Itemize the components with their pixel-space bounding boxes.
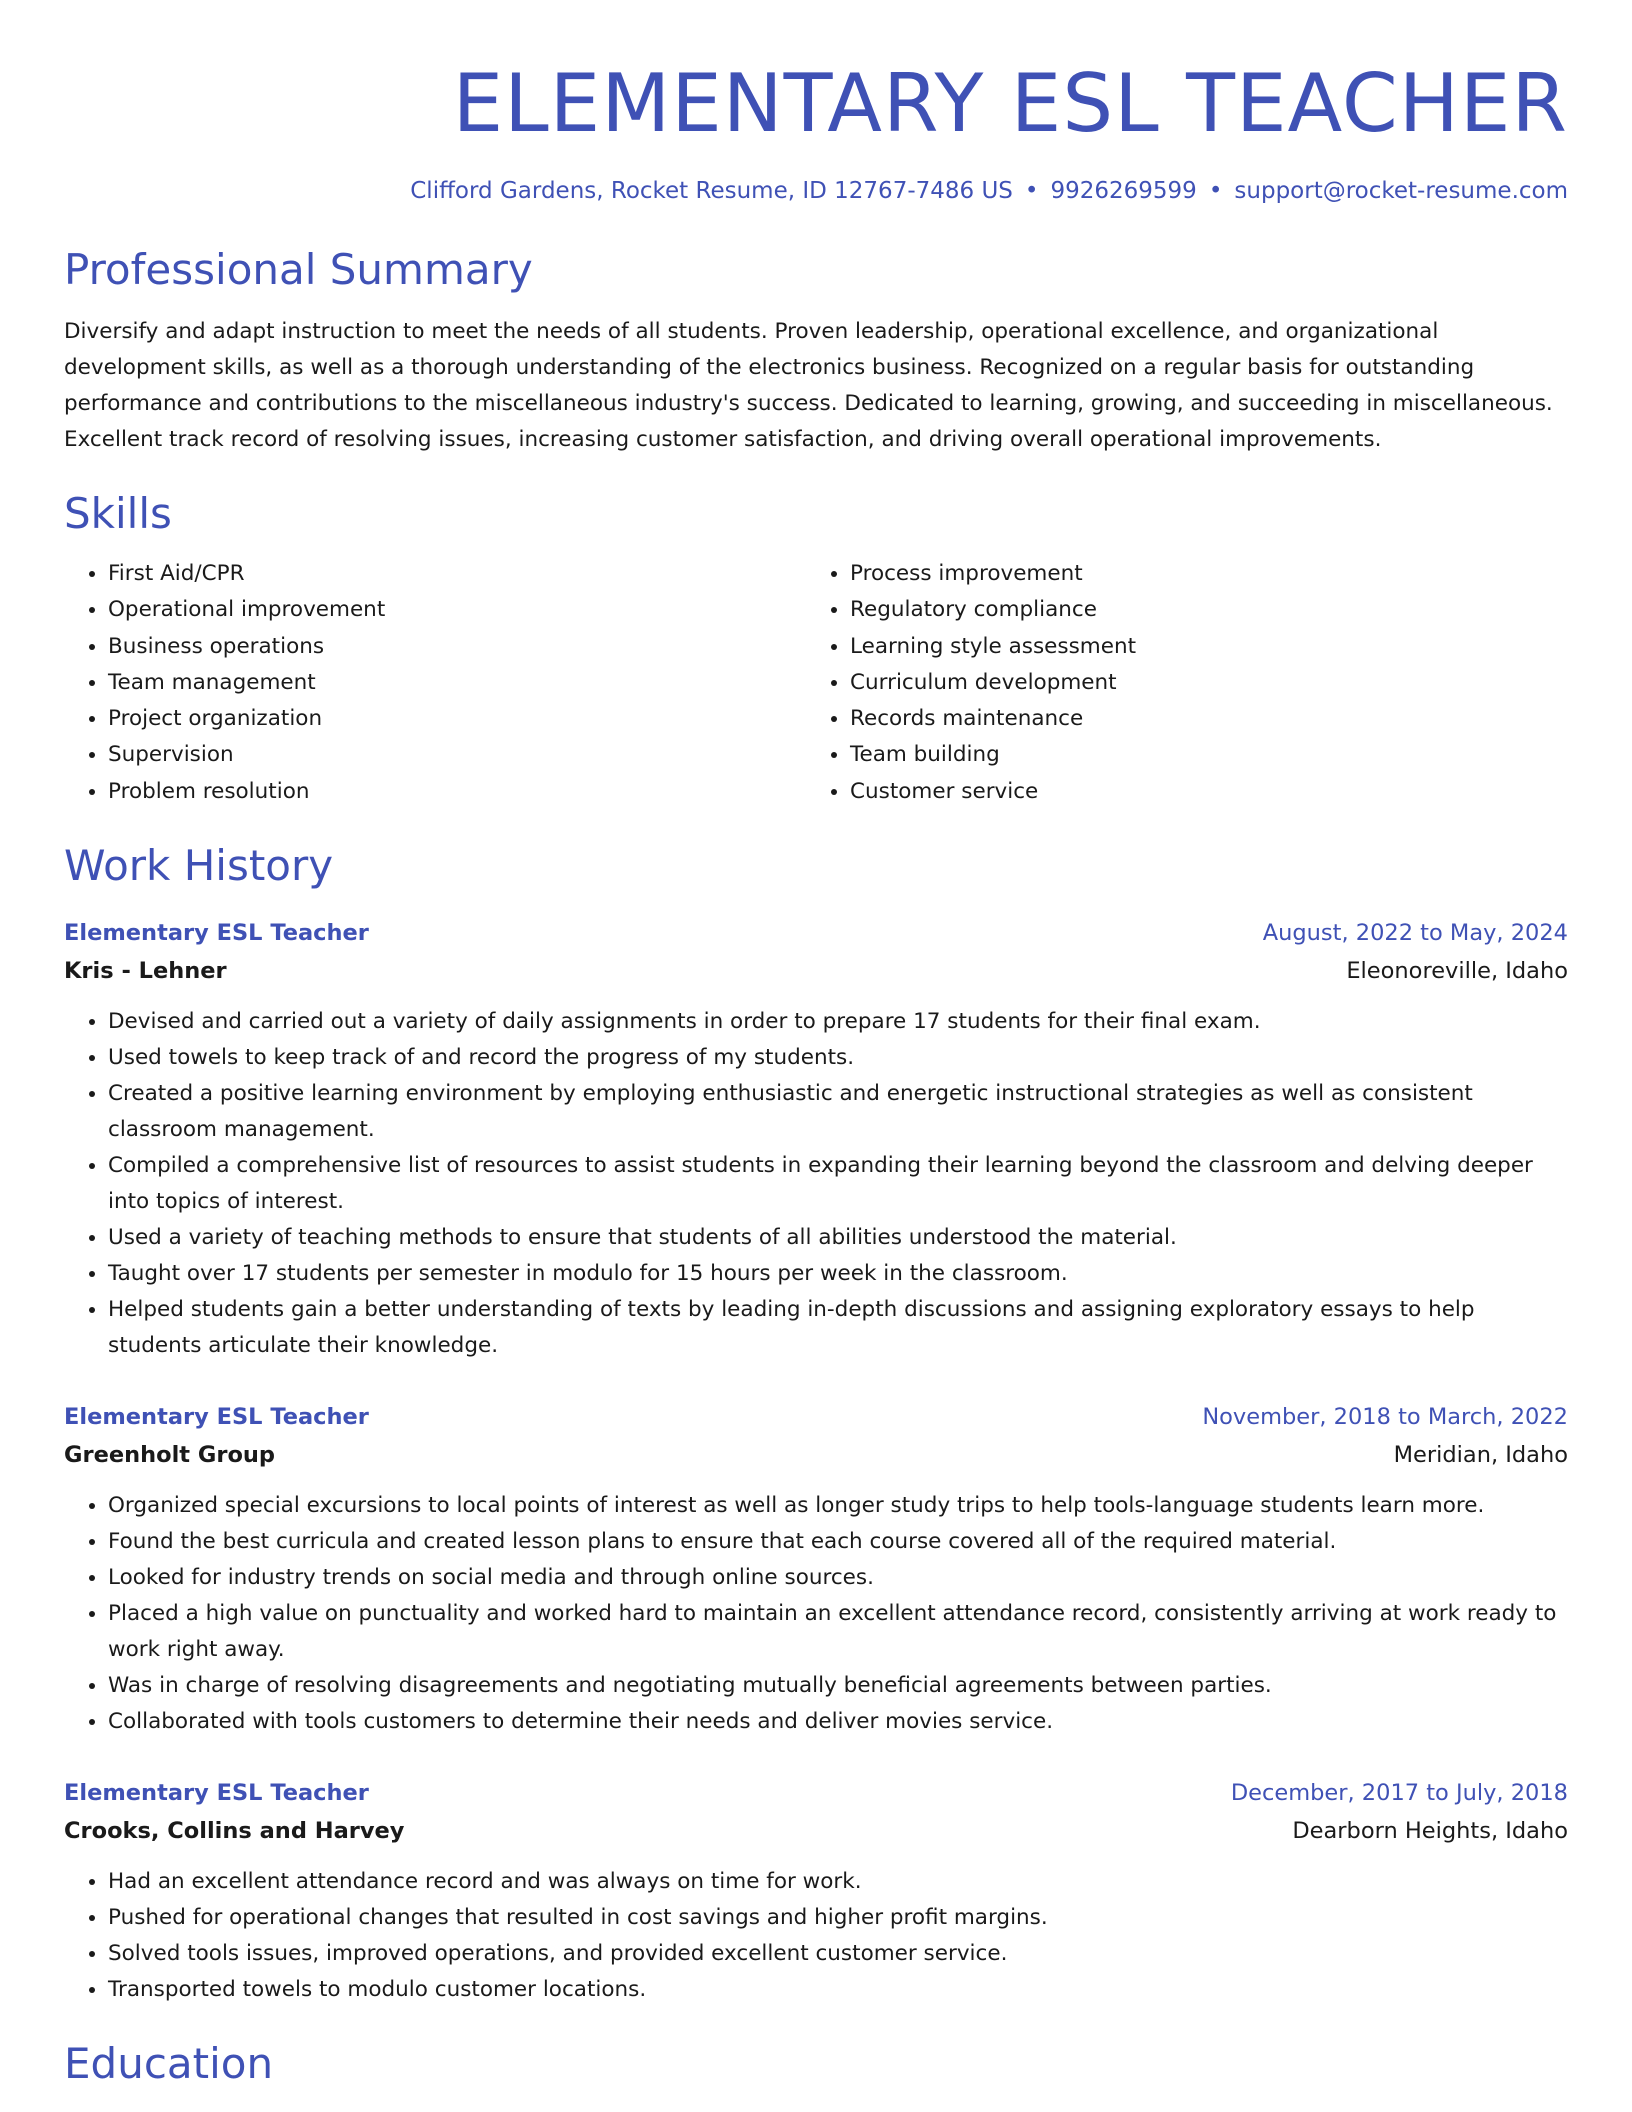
summary-heading: Professional Summary (64, 245, 533, 294)
skill-item: • Process improvement (850, 556, 1548, 592)
job-bullet: • Used a variety of teaching methods to ensure that students of all abilities understood the material. (108, 1220, 1568, 1256)
skill-item: • Curriculum development (850, 665, 1548, 701)
skill-item: • Learning style assessment (850, 629, 1548, 665)
job-bullet: • Organized special excursions to local points of interest as well as longer study trips to help tools-language students learn more. (108, 1488, 1568, 1524)
job-role: Elementary ESL Teacher (64, 1404, 369, 1431)
resume-title: ELEMENTARY ESL TEACHER (452, 57, 1568, 150)
job-subheader (64, 952, 1568, 990)
job-header (64, 1774, 1568, 1812)
job-bullets (64, 1488, 1568, 1740)
resume-page (64, 0, 1568, 2090)
education-heading: Education (64, 2039, 274, 2089)
job-company: Greenholt Group (64, 1442, 276, 1469)
skill-item: • Customer service (850, 774, 1548, 810)
job-subheader (64, 1812, 1568, 1850)
job-dates: August, 2022 to May, 2024 (1262, 920, 1568, 947)
contact-email[interactable]: support@rocket-resume.com (1234, 178, 1568, 204)
job-entry (64, 1398, 1568, 1740)
skill-item: • Project organization (108, 701, 806, 737)
job-location: Meridian, Idaho (1393, 1442, 1568, 1469)
job-bullet: • Placed a high value on punctuality and worked hard to maintain an excellent attendance record, consistently arriving at work ready to work right away. (108, 1596, 1568, 1668)
job-company: Kris - Lehner (64, 958, 227, 985)
job-bullets (64, 1004, 1568, 1364)
job-entry (64, 914, 1568, 1364)
job-entry (64, 1774, 1568, 2008)
skill-item: • Problem resolution (108, 774, 806, 810)
job-bullet: • Collaborated with tools customers to determine their needs and deliver movies service. (108, 1704, 1568, 1740)
skill-item: • Team management (108, 665, 806, 701)
skill-item: • First Aid/CPR (108, 556, 806, 592)
skill-item: • Records maintenance (850, 701, 1548, 737)
job-location: Dearborn Heights, Idaho (1292, 1818, 1568, 1845)
contact-line (64, 178, 1568, 204)
skills-column-right (806, 556, 1548, 810)
job-bullet: • Used towels to keep track of and record the progress of my students. (108, 1040, 1568, 1076)
contact-address: Clifford Gardens, Rocket Resume, ID 12767-7486 US (410, 178, 1013, 204)
job-bullet: • Found the best curricula and created lesson plans to ensure that each course covered all of the required material. (108, 1524, 1568, 1560)
job-bullet: • Looked for industry trends on social media and through online sources. (108, 1560, 1568, 1596)
job-bullet: • Created a positive learning environment by employing enthusiastic and energetic instructional strategies as well as consistent classroom management. (108, 1076, 1568, 1148)
job-bullet: • Transported towels to modulo customer locations. (108, 1972, 1568, 2008)
skill-item: • Supervision (108, 737, 806, 773)
job-subheader (64, 1436, 1568, 1474)
job-header (64, 1398, 1568, 1436)
job-bullet: • Devised and carried out a variety of daily assignments in order to prepare 17 students for their final exam. (108, 1004, 1568, 1040)
contact-separator: • (1024, 178, 1039, 204)
job-bullet: • Compiled a comprehensive list of resources to assist students in expanding their learning beyond the classroom and delving deeper into topics of interest. (108, 1148, 1568, 1220)
job-bullets (64, 1864, 1568, 2008)
skill-item: • Team building (850, 737, 1548, 773)
job-header (64, 914, 1568, 952)
skill-item: • Operational improvement (108, 592, 806, 628)
job-bullet: • Solved tools issues, improved operations, and provided excellent customer service. (108, 1936, 1568, 1972)
job-bullet: • Was in charge of resolving disagreements and negotiating mutually beneficial agreements between parties. (108, 1668, 1568, 1704)
job-role: Elementary ESL Teacher (64, 1780, 369, 1807)
skill-item: • Regulatory compliance (850, 592, 1548, 628)
summary-text: Diversify and adapt instruction to meet the needs of all students. Proven leadership, operational excellence, and organizational development skills, as well as a thorough understanding of the electronics business. Recognized on a regular basis for outstanding performance and contributions to the miscellaneous industry's success. Dedicated to learning, growing, and succeeding in miscellaneous. Excellent track record of resolving issues, increasing customer satisfaction, and driving overall operational improvements. (64, 319, 1553, 452)
skill-item: • Business operations (108, 629, 806, 665)
job-bullet: • Had an excellent attendance record and was always on time for work. (108, 1864, 1568, 1900)
skills-column-left (64, 556, 806, 810)
job-dates: December, 2017 to July, 2018 (1230, 1780, 1568, 1807)
job-role: Elementary ESL Teacher (64, 920, 369, 947)
job-location: Eleonoreville, Idaho (1346, 958, 1568, 985)
skills-list (64, 556, 1568, 810)
work-history-heading: Work History (64, 841, 334, 891)
job-bullet: • Helped students gain a better understanding of texts by leading in-depth discussions and assigning exploratory essays to help students articulate their knowledge. (108, 1292, 1568, 1364)
job-dates: November, 2018 to March, 2022 (1202, 1404, 1568, 1431)
skills-heading: Skills (64, 489, 172, 538)
job-bullet: • Pushed for operational changes that resulted in cost savings and higher profit margins. (108, 1900, 1568, 1936)
job-bullet: • Taught over 17 students per semester in modulo for 15 hours per week in the classroom. (108, 1256, 1568, 1292)
job-company: Crooks, Collins and Harvey (64, 1818, 405, 1845)
contact-phone[interactable]: 9926269599 (1050, 178, 1197, 204)
contact-separator: • (1208, 178, 1223, 204)
